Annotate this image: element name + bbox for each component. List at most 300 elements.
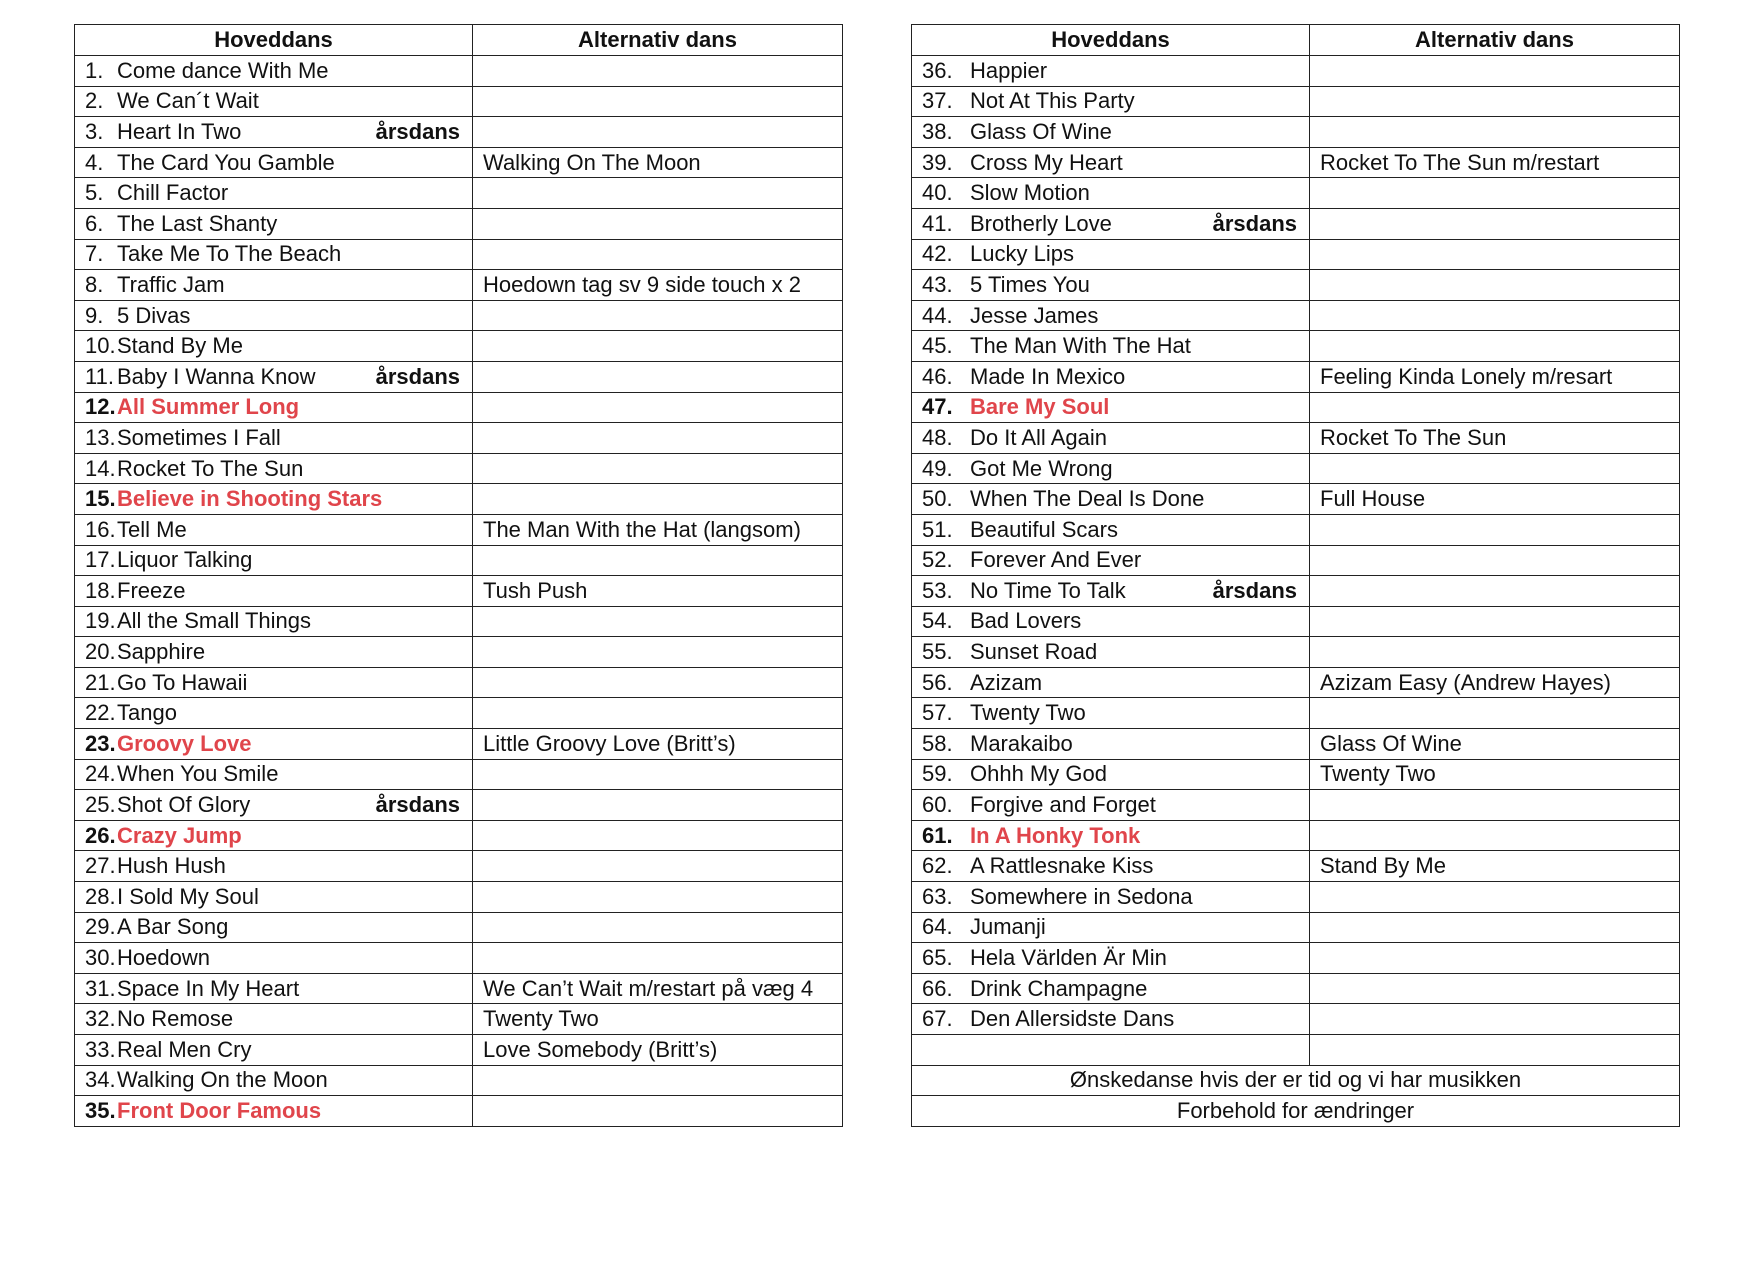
main-dance-cell	[75, 178, 473, 209]
dance-number: 39.	[922, 149, 953, 175]
annual-dance-tag: årsdans	[1212, 210, 1297, 236]
dance-title: Got Me Wrong	[970, 455, 1113, 481]
alternative-dance-cell	[473, 667, 843, 698]
main-dance-cell	[912, 147, 1310, 178]
main-dance-cell	[75, 392, 473, 423]
alternative-dance-cell	[1310, 637, 1680, 668]
dance-row	[912, 973, 1680, 1004]
dance-number: 17.	[85, 547, 116, 573]
dance-row	[912, 851, 1680, 882]
dance-number: 30.	[85, 945, 116, 971]
dance-row	[75, 178, 843, 209]
main-dance-cell	[912, 453, 1310, 484]
dance-row	[75, 973, 843, 1004]
alternative-dance-cell	[473, 392, 843, 423]
alternative-dance-cell	[473, 759, 843, 790]
dance-number: 22.	[85, 700, 116, 726]
alternative-dance-cell: Glass Of Wine	[1310, 729, 1680, 760]
alternative-dance-cell	[473, 423, 843, 454]
alternative-dance-cell	[1310, 912, 1680, 943]
dance-row	[912, 484, 1680, 515]
main-dance-cell	[75, 1004, 473, 1035]
alternative-dance-cell	[473, 453, 843, 484]
dance-number: 27.	[85, 853, 116, 879]
alternative-dance-cell	[1310, 790, 1680, 821]
dance-number: 51.	[922, 516, 953, 542]
main-dance-cell	[912, 239, 1310, 270]
dance-number: 3.	[85, 118, 104, 144]
main-dance-cell	[912, 851, 1310, 882]
alternative-dance-cell	[1310, 300, 1680, 331]
main-dance-cell	[912, 300, 1310, 331]
dance-number: 4.	[85, 149, 104, 175]
dance-row	[75, 943, 843, 974]
dance-row	[912, 56, 1680, 87]
dance-row	[912, 820, 1680, 851]
main-dance-cell	[912, 178, 1310, 209]
main-dance-cell	[75, 851, 473, 882]
alternative-dance-cell	[1310, 208, 1680, 239]
dance-title: We Can´t Wait	[117, 88, 259, 114]
alternative-dance-cell: Hoedown tag sv 9 side touch x 2	[473, 270, 843, 301]
dance-number: 54.	[922, 608, 953, 634]
main-dance-cell	[912, 912, 1310, 943]
dance-number: 9.	[85, 302, 104, 328]
dance-title: The Card You Gamble	[117, 149, 335, 175]
dance-title: Stand By Me	[117, 333, 243, 359]
main-dance-cell	[912, 484, 1310, 515]
dance-row	[75, 300, 843, 331]
main-dance-cell	[912, 637, 1310, 668]
dance-title: Walking On the Moon	[117, 1067, 328, 1093]
dance-number: 38.	[922, 118, 953, 144]
dance-title: Traffic Jam	[117, 271, 225, 297]
dance-title: Forgive and Forget	[970, 792, 1156, 818]
dance-number: 7.	[85, 241, 104, 267]
dance-number: 28.	[85, 883, 116, 909]
dance-row	[75, 729, 843, 760]
dance-number: 19.	[85, 608, 116, 634]
alternative-dance-cell	[1310, 1004, 1680, 1035]
dance-row	[75, 790, 843, 821]
dance-title: Baby I Wanna Know	[117, 363, 316, 389]
dance-number: 41.	[922, 210, 953, 236]
alternative-dance-cell	[1310, 453, 1680, 484]
main-dance-cell	[75, 576, 473, 607]
main-dance-cell	[912, 667, 1310, 698]
alternative-dance-cell	[473, 300, 843, 331]
main-dance-cell	[75, 606, 473, 637]
header-row	[912, 25, 1680, 56]
dance-title: The Man With The Hat	[970, 333, 1191, 359]
alternative-dance-cell	[1310, 882, 1680, 913]
alternative-dance-cell	[1310, 576, 1680, 607]
main-dance-cell	[912, 973, 1310, 1004]
main-dance-cell	[75, 1035, 473, 1066]
main-dance-cell	[912, 514, 1310, 545]
alternative-dance-cell	[1310, 331, 1680, 362]
dance-number: 29.	[85, 914, 116, 940]
alternative-dance-cell	[473, 606, 843, 637]
dance-number: 48.	[922, 424, 953, 450]
main-dance-cell	[912, 576, 1310, 607]
main-dance-cell	[75, 820, 473, 851]
main-dance-cell	[75, 331, 473, 362]
dance-row	[75, 147, 843, 178]
dance-number: 67.	[922, 1006, 953, 1032]
dance-row	[912, 637, 1680, 668]
alternative-dance-cell: Twenty Two	[1310, 759, 1680, 790]
dance-title: Not At This Party	[970, 88, 1135, 114]
dance-title: Groovy Love	[117, 730, 252, 756]
main-dance-cell	[912, 1004, 1310, 1035]
main-dance-cell	[912, 86, 1310, 117]
dance-number: 11.	[85, 363, 114, 389]
dance-number: 50.	[922, 486, 953, 512]
alternative-dance-cell: Twenty Two	[473, 1004, 843, 1035]
dance-number: 56.	[922, 669, 953, 695]
dance-title: Bad Lovers	[970, 608, 1082, 634]
alternative-dance-cell	[473, 820, 843, 851]
main-dance-cell	[75, 361, 473, 392]
dance-number: 58.	[922, 730, 953, 756]
dance-row	[75, 484, 843, 515]
main-dance-cell	[912, 423, 1310, 454]
dance-title: Jumanji	[970, 914, 1046, 940]
dance-number: 43.	[922, 271, 953, 297]
dance-title: No Time To Talk	[970, 577, 1126, 603]
header-alternative-dance: Alternativ dans	[1310, 25, 1680, 56]
main-dance-cell	[912, 882, 1310, 913]
alternative-dance-cell: The Man With the Hat (langsom)	[473, 514, 843, 545]
dance-title: Somewhere in Sedona	[970, 883, 1193, 909]
dance-number: 10.	[85, 333, 116, 359]
alternative-dance-cell: Rocket To The Sun	[1310, 423, 1680, 454]
header-row	[75, 25, 843, 56]
dance-row	[75, 545, 843, 576]
alternative-dance-cell	[473, 117, 843, 148]
dance-number: 12.	[85, 394, 116, 420]
dance-title: When The Deal Is Done	[970, 486, 1205, 512]
dance-row	[912, 239, 1680, 270]
dance-row	[75, 912, 843, 943]
dance-number: 49.	[922, 455, 953, 481]
dance-row	[75, 1065, 843, 1096]
header-alternative-dance: Alternativ dans	[473, 25, 843, 56]
alternative-dance-cell	[1310, 1035, 1680, 1066]
main-dance-cell	[912, 943, 1310, 974]
alternative-dance-cell: Love Somebody (Britt’s)	[473, 1035, 843, 1066]
dance-number: 34.	[85, 1067, 116, 1093]
dance-number: 37.	[922, 88, 953, 114]
main-dance-cell	[912, 1035, 1310, 1066]
dance-number: 25.	[85, 792, 116, 818]
dance-row	[75, 239, 843, 270]
dance-number: 36.	[922, 57, 953, 83]
dance-row	[75, 759, 843, 790]
dance-number: 44.	[922, 302, 953, 328]
dance-number: 31.	[85, 975, 116, 1001]
dance-title: Hoedown	[117, 945, 210, 971]
dance-title: Ohhh My God	[970, 761, 1107, 787]
dance-title: Sunset Road	[970, 639, 1098, 665]
dance-number: 21.	[85, 669, 116, 695]
main-dance-cell	[75, 484, 473, 515]
dance-row	[912, 117, 1680, 148]
dance-title: Jesse James	[970, 302, 1099, 328]
dance-title: Real Men Cry	[117, 1036, 252, 1062]
main-dance-cell	[75, 1096, 473, 1127]
dance-row	[912, 576, 1680, 607]
dance-row	[75, 667, 843, 698]
dance-number: 47.	[922, 394, 953, 420]
alternative-dance-cell	[1310, 56, 1680, 87]
dance-number: 53.	[922, 577, 953, 603]
alternative-dance-cell	[1310, 545, 1680, 576]
dance-row	[912, 545, 1680, 576]
dance-number: 6.	[85, 210, 104, 236]
dance-row	[912, 882, 1680, 913]
alternative-dance-cell: Azizam Easy (Andrew Hayes)	[1310, 667, 1680, 698]
main-dance-cell	[912, 392, 1310, 423]
dance-number: 16.	[85, 516, 116, 542]
main-dance-cell	[912, 361, 1310, 392]
alternative-dance-cell	[473, 851, 843, 882]
dance-row	[912, 943, 1680, 974]
dance-number: 14.	[85, 455, 116, 481]
dance-table-right	[911, 24, 1680, 1127]
dance-row	[912, 514, 1680, 545]
dance-title: Tell Me	[117, 516, 187, 542]
dance-row	[912, 423, 1680, 454]
dance-title: Forever And Ever	[970, 547, 1142, 573]
dance-number: 40.	[922, 180, 953, 206]
main-dance-cell	[912, 545, 1310, 576]
dance-title: Shot Of Glory	[117, 792, 251, 818]
dance-row	[75, 270, 843, 301]
alternative-dance-cell	[1310, 86, 1680, 117]
dance-number: 13.	[85, 424, 116, 450]
main-dance-cell	[75, 514, 473, 545]
alternative-dance-cell	[473, 943, 843, 974]
dance-row	[75, 820, 843, 851]
note-row	[912, 1065, 1680, 1096]
dance-title: Made In Mexico	[970, 363, 1126, 389]
dance-number: 32.	[85, 1006, 116, 1032]
alternative-dance-cell	[1310, 392, 1680, 423]
dance-row	[912, 698, 1680, 729]
main-dance-cell	[912, 56, 1310, 87]
dance-title: Sometimes I Fall	[117, 424, 281, 450]
dance-number: 62.	[922, 853, 953, 879]
dance-row	[75, 392, 843, 423]
main-dance-cell	[75, 882, 473, 913]
dance-number: 65.	[922, 945, 953, 971]
wishes-note: Ønskedanse hvis der er tid og vi har musikken	[912, 1065, 1680, 1096]
alternative-dance-cell	[473, 637, 843, 668]
dance-title: Bare My Soul	[970, 394, 1110, 420]
alternative-dance-cell	[1310, 117, 1680, 148]
dance-title: Twenty Two	[970, 700, 1086, 726]
dance-row	[75, 514, 843, 545]
dance-title: Marakaibo	[970, 730, 1073, 756]
alternative-dance-cell	[1310, 943, 1680, 974]
main-dance-cell	[912, 606, 1310, 637]
dance-number: 5.	[85, 180, 104, 206]
dance-number: 64.	[922, 914, 953, 940]
dance-title: Hela Världen Är Min	[970, 945, 1167, 971]
alternative-dance-cell	[473, 178, 843, 209]
dance-number: 45.	[922, 333, 953, 359]
alternative-dance-cell	[1310, 606, 1680, 637]
dance-row	[75, 361, 843, 392]
main-dance-cell	[912, 208, 1310, 239]
dance-row	[75, 1004, 843, 1035]
main-dance-cell	[75, 943, 473, 974]
dance-number: 2.	[85, 88, 104, 114]
dance-row	[912, 912, 1680, 943]
dance-number: 18.	[85, 577, 116, 603]
dance-title: Rocket To The Sun	[117, 455, 304, 481]
annual-dance-tag: årsdans	[1212, 577, 1297, 603]
dance-title: Cross My Heart	[970, 149, 1123, 175]
dance-title: In A Honky Tonk	[970, 822, 1141, 848]
dance-title: Believe in Shooting Stars	[117, 486, 383, 512]
dance-row	[912, 392, 1680, 423]
alternative-dance-cell	[1310, 820, 1680, 851]
dance-title: Chill Factor	[117, 180, 229, 206]
main-dance-cell	[75, 208, 473, 239]
dance-row	[75, 117, 843, 148]
alternative-dance-cell	[473, 1096, 843, 1127]
dance-number: 26.	[85, 822, 116, 848]
annual-dance-tag: årsdans	[375, 118, 460, 144]
dance-title: All Summer Long	[117, 394, 300, 420]
dance-row	[75, 1096, 843, 1127]
dance-title: The Last Shanty	[117, 210, 278, 236]
alternative-dance-cell	[1310, 973, 1680, 1004]
dance-title: Happier	[970, 57, 1048, 83]
main-dance-cell	[75, 1065, 473, 1096]
alternative-dance-cell	[473, 484, 843, 515]
alternative-dance-cell: Full House	[1310, 484, 1680, 515]
main-dance-cell	[912, 331, 1310, 362]
main-dance-cell	[75, 790, 473, 821]
dance-title: Freeze	[117, 577, 186, 603]
dance-title: Azizam	[970, 669, 1043, 695]
main-dance-cell	[75, 453, 473, 484]
alternative-dance-cell	[1310, 239, 1680, 270]
annual-dance-tag: årsdans	[375, 363, 460, 389]
header-main-dance: Hoveddans	[912, 25, 1310, 56]
main-dance-cell	[75, 729, 473, 760]
main-dance-cell	[912, 698, 1310, 729]
dance-title: Space In My Heart	[117, 975, 300, 1001]
alternative-dance-cell	[473, 912, 843, 943]
main-dance-cell	[75, 912, 473, 943]
alternative-dance-cell: Stand By Me	[1310, 851, 1680, 882]
dance-row	[912, 1035, 1680, 1066]
note-row	[912, 1096, 1680, 1127]
alternative-dance-cell	[473, 56, 843, 87]
alternative-dance-cell	[473, 331, 843, 362]
main-dance-cell	[912, 729, 1310, 760]
main-dance-cell	[912, 270, 1310, 301]
alternative-dance-cell	[473, 239, 843, 270]
dance-row	[75, 453, 843, 484]
main-dance-cell	[75, 86, 473, 117]
dance-number: 63.	[922, 883, 953, 909]
main-dance-cell	[912, 820, 1310, 851]
dance-row	[75, 208, 843, 239]
main-dance-cell	[75, 698, 473, 729]
dance-row	[912, 270, 1680, 301]
dance-row	[912, 147, 1680, 178]
main-dance-cell	[75, 300, 473, 331]
dance-title: Go To Hawaii	[117, 669, 248, 695]
alternative-dance-cell	[473, 208, 843, 239]
main-dance-cell	[75, 759, 473, 790]
dance-row	[75, 331, 843, 362]
dance-row	[912, 729, 1680, 760]
dance-title: Slow Motion	[970, 180, 1090, 206]
dance-number: 59.	[922, 761, 953, 787]
dance-row	[75, 637, 843, 668]
main-dance-cell	[75, 667, 473, 698]
main-dance-cell	[75, 147, 473, 178]
alternative-dance-cell: Feeling Kinda Lonely m/resart	[1310, 361, 1680, 392]
dance-number: 60.	[922, 792, 953, 818]
dance-title: Heart In Two	[117, 118, 242, 144]
main-dance-cell	[75, 423, 473, 454]
dance-title: Sapphire	[117, 639, 206, 665]
dance-row	[912, 331, 1680, 362]
dance-title: Drink Champagne	[970, 975, 1148, 1001]
dance-row	[912, 1004, 1680, 1035]
dance-number: 23.	[85, 730, 116, 756]
dance-title: A Bar Song	[117, 914, 229, 940]
dance-title: Hush Hush	[117, 853, 226, 879]
alternative-dance-cell	[473, 698, 843, 729]
dance-number: 66.	[922, 975, 953, 1001]
dance-row	[912, 178, 1680, 209]
dance-row	[912, 759, 1680, 790]
dance-row	[912, 606, 1680, 637]
dance-number: 52.	[922, 547, 953, 573]
main-dance-cell	[912, 759, 1310, 790]
alternative-dance-cell: We Can’t Wait m/restart på væg 4	[473, 973, 843, 1004]
dance-number: 46.	[922, 363, 953, 389]
annual-dance-tag: årsdans	[375, 792, 460, 818]
dance-row	[912, 667, 1680, 698]
main-dance-cell	[75, 117, 473, 148]
reservation-note: Forbehold for ændringer	[912, 1096, 1680, 1127]
dance-number: 33.	[85, 1036, 116, 1062]
header-main-dance: Hoveddans	[75, 25, 473, 56]
dance-row	[75, 576, 843, 607]
alternative-dance-cell: Tush Push	[473, 576, 843, 607]
dance-row	[912, 790, 1680, 821]
dance-row	[75, 882, 843, 913]
dance-number: 8.	[85, 271, 104, 297]
alternative-dance-cell	[473, 545, 843, 576]
main-dance-cell	[75, 545, 473, 576]
main-dance-cell	[75, 56, 473, 87]
dance-number: 61.	[922, 822, 953, 848]
dance-row	[912, 361, 1680, 392]
dance-row	[912, 453, 1680, 484]
dance-row	[912, 86, 1680, 117]
